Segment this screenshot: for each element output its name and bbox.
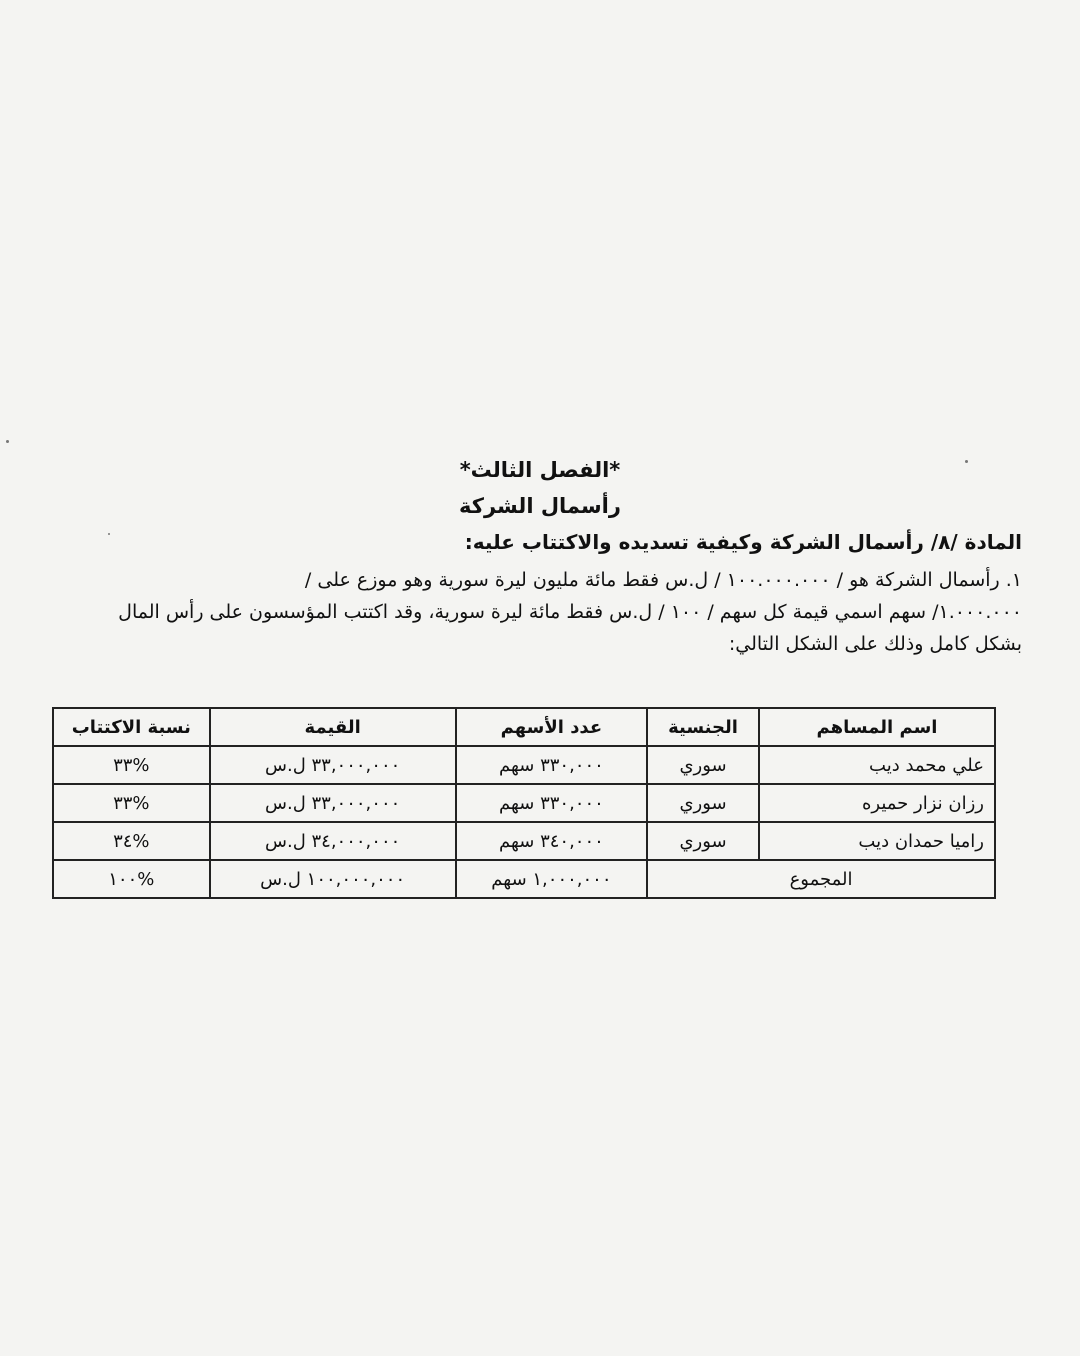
shareholder-nationality: سوري: [647, 746, 759, 784]
header-subscription-ratio: نسبة الاكتتاب: [53, 708, 210, 746]
header-nationality: الجنسية: [647, 708, 759, 746]
shareholder-value: ٣٤,٠٠٠,٠٠٠ ل.س: [210, 822, 456, 860]
total-ratio: %١٠٠: [53, 860, 210, 898]
header-shareholder-name: اسم المساهم: [759, 708, 995, 746]
table-row: [53, 822, 995, 860]
scan-speck: [6, 440, 9, 443]
shareholder-ratio: %٣٣: [53, 784, 210, 822]
shareholder-name: علي محمد ديب: [759, 746, 995, 784]
paragraph-line-1: ١. رأسمال الشركة هو / ١٠٠.٠٠٠.٠٠٠ / ل.س فقط مائة مليون ليرة سورية وهو موزع على /: [304, 569, 1022, 591]
shareholder-share-count: ٣٣٠,٠٠٠ سهم: [456, 746, 647, 784]
table-header-row: [53, 708, 995, 746]
shareholder-value: ٣٣,٠٠٠,٠٠٠ ل.س: [210, 784, 456, 822]
paragraph-line-3: بشكل كامل وذلك على الشكل التالي:: [728, 633, 1022, 655]
scan-speck: [108, 533, 110, 535]
shareholders-table: [52, 707, 996, 899]
total-share-count: ١,٠٠٠,٠٠٠ سهم: [456, 860, 647, 898]
table-row: [53, 784, 995, 822]
shareholder-nationality: سوري: [647, 784, 759, 822]
header-value: القيمة: [210, 708, 456, 746]
chapter-title: *الفصل الثالث*: [459, 458, 621, 482]
total-label: المجموع: [647, 860, 995, 898]
header-share-count: عدد الأسهم: [456, 708, 647, 746]
table-total-row: [53, 860, 995, 898]
capital-paragraph: [22, 564, 1022, 660]
section-title: رأسمال الشركة: [459, 494, 621, 518]
shareholder-name: راميا حمدان ديب: [759, 822, 995, 860]
shareholder-share-count: ٣٣٠,٠٠٠ سهم: [456, 784, 647, 822]
shareholder-name: رزان نزار حميره: [759, 784, 995, 822]
total-value: ١٠٠,٠٠٠,٠٠٠ ل.س: [210, 860, 456, 898]
paragraph-line-2: ١.٠٠٠.٠٠٠/ سهم اسمي قيمة كل سهم / ١٠٠ / ل.س فقط مائة ليرة سورية، وقد اكتتب المؤسسون على رأس المال: [118, 601, 1022, 623]
shareholder-value: ٣٣,٠٠٠,٠٠٠ ل.س: [210, 746, 456, 784]
shareholder-ratio: %٣٤: [53, 822, 210, 860]
table-row: [53, 746, 995, 784]
shareholder-ratio: %٣٣: [53, 746, 210, 784]
article-heading: المادة /٨/ رأسمال الشركة وكيفية تسديده والاكتتاب عليه:: [464, 530, 1022, 554]
shareholder-share-count: ٣٤٠,٠٠٠ سهم: [456, 822, 647, 860]
shareholder-nationality: سوري: [647, 822, 759, 860]
